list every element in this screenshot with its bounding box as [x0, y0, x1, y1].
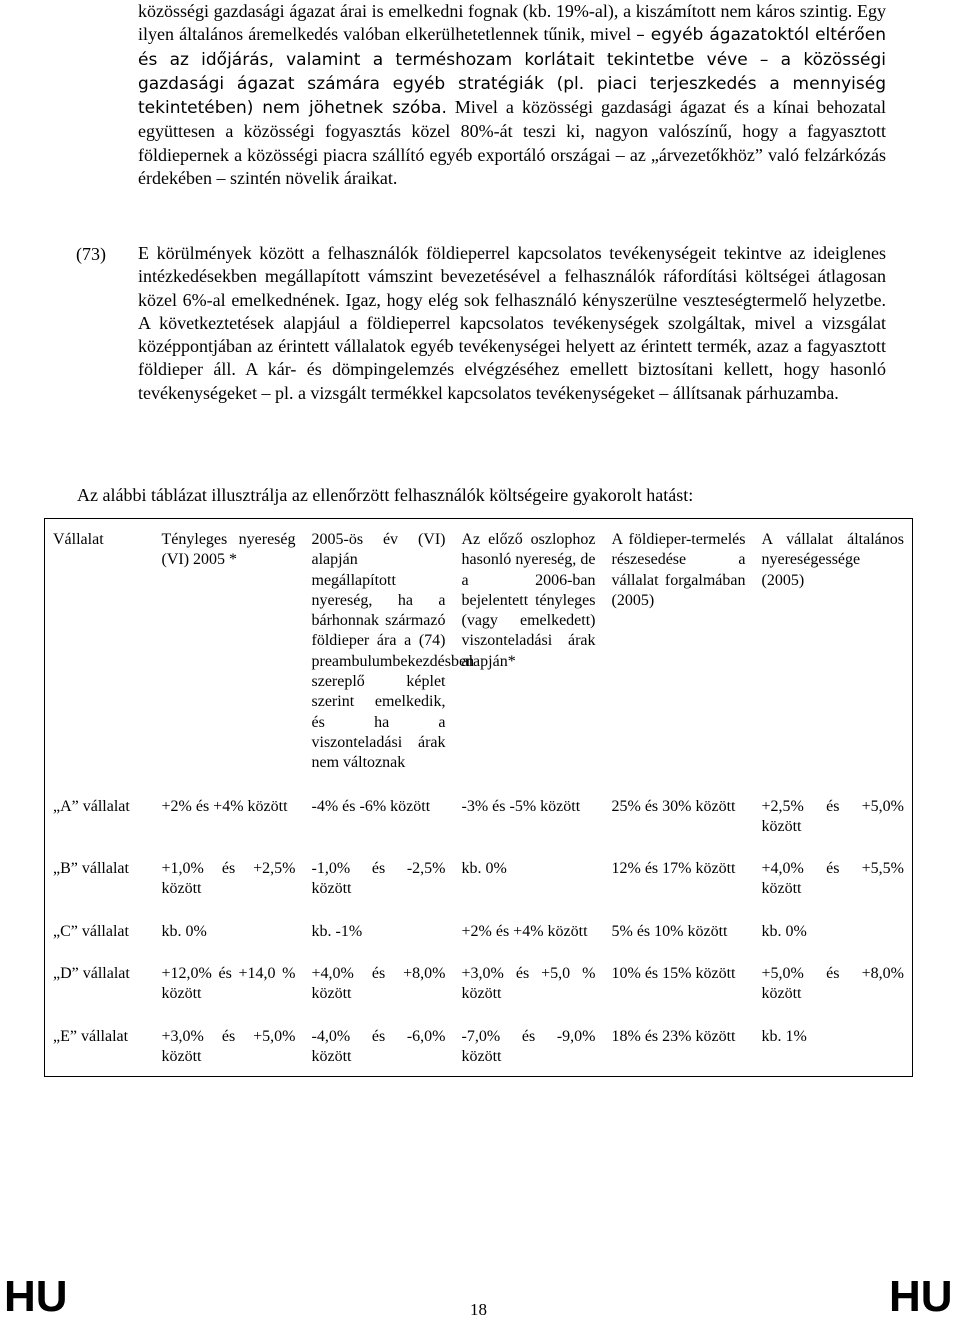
table-cell: 25% és 30% között	[611, 797, 736, 815]
table-cell: -1,0% és -2,5% között	[311, 860, 446, 898]
table-cell: -4,0% és -6,0% között	[311, 1027, 446, 1065]
table-cell: +2% és +4% között	[461, 922, 588, 940]
table-row	[45, 784, 913, 847]
header-actual-profit: Tényleges nyereség (VI) 2005 *	[161, 531, 296, 569]
paragraph-73: E körülmények között a felhasználók földieperrel kapcsolatos tevékenységeit tekintve az ideiglenes intézkedésekben megállapított vámszint bevezetésével a felhasználók ráfordítási költségei átlagosan közel 6%-al emelkednének. Igaz, hogy elég sok felhasználó kényszerülne veszteségtermelő helyzetbe. A következtetések alapjául a földieperrel kapcsolatos tevékenységek szolgáltak, mivel a vizsgálat középpontjában az érintett vállalatok egyéb tevékenységei helyett az érintett termék, azaz a fagyasztott földieper áll. A kár- és dömpingelemzés elvégzéséhez emellett biztosítani kellett, hogy hasonló tevékenységeket – pl. a vizsgált termékkel kapcsolatos tevékenységeket – állítsanak párhuzamba.	[138, 243, 886, 403]
table-cell: 10% és 15% között	[611, 965, 736, 983]
footer-language-left: HU	[4, 1272, 68, 1321]
table-cell: „C” vállalat	[53, 922, 129, 940]
header-overall-profitability: A vállalat általános nyereségessége (2005)	[761, 531, 904, 589]
table-cell: kb. 0%	[761, 922, 807, 940]
table-cell: kb. -1%	[311, 922, 363, 940]
table-cell: 18% és 23% között	[611, 1027, 736, 1045]
table-cell: +2,5% és +5,0% között	[761, 797, 904, 835]
cost-impact-table	[44, 518, 913, 1077]
paragraph-text-sans: – egyéb ágazatoktól eltérően és az időjárás, valamint a terméshozam korlátait tekintetbe véve – a közösségi gazdasági ágazat számára egyéb stratégiák (pl. piaci terjeszkedés a mennyiség tekintetében) nem jöhetnek szóba.	[138, 25, 887, 119]
table-intro: Az alábbi táblázat illusztrálja az ellenőrzött felhasználók költségeire gyakorolt hatást:	[77, 485, 694, 505]
table-header-row	[45, 519, 913, 784]
table-row	[45, 846, 913, 909]
table-cell: +3,0% és +5,0 % között	[461, 965, 596, 1003]
table-cell: +12,0% és +14,0 % között	[161, 965, 296, 1003]
page-number: 18	[470, 1300, 487, 1319]
table-cell: -7,0% és -9,0% között	[461, 1027, 596, 1065]
table-cell: +4,0% és +5,5% között	[761, 860, 904, 898]
table-cell: +5,0% és +8,0% között	[761, 965, 904, 1003]
header-estimated-profit: 2005-ös év (VI) alapján megállapított nyereség, ha a bárhonnak származó földieper ára a (74) preambulumbekezdésben szereplő képlet szerint emelkedik, és ha a viszonteladási árak nem változnak	[311, 531, 475, 772]
table-row	[45, 909, 913, 951]
table-cell: „B” vállalat	[53, 860, 129, 878]
table-cell: 5% és 10% között	[611, 922, 728, 940]
paragraph-72-continuation	[138, 0, 886, 190]
paragraph-number-73: (73)	[76, 244, 106, 264]
table-cell: kb. 0%	[461, 860, 507, 878]
table-row	[45, 1014, 913, 1077]
table-cell: „A” vállalat	[53, 797, 130, 815]
header-company: Vállalat	[53, 531, 104, 548]
paragraph-text-serif-a: közösségi gazdasági ágazat árai is emelkedni fognak (kb. 19%-al), a kiszámított nem káros szintig. Egy ilyen általános áremelkedés valóban elkerülhetetlennek tűnik, mivel	[138, 1, 886, 45]
table-cell: kb. 0%	[161, 922, 207, 940]
table-row	[45, 951, 913, 1014]
header-strawberry-share: A földieper-termelés részesedése a vállalat forgalmában (2005)	[611, 531, 746, 609]
table-cell: „E” vállalat	[53, 1027, 129, 1045]
footer-language-right: HU	[889, 1272, 953, 1321]
table-cell: +4,0% és +8,0% között	[311, 965, 446, 1003]
table-cell: 12% és 17% között	[611, 860, 736, 878]
header-profit-2006-prices: Az előző oszlophoz hasonló nyereség, de a 2006-ban bejelentett tényleges (vagy emelkedett) viszonteladási árak alapján*	[461, 531, 596, 670]
table-cell: +1,0% és +2,5% között	[161, 860, 296, 898]
table-cell: „D” vállalat	[53, 965, 130, 983]
table-cell: -4% és -6% között	[311, 797, 431, 815]
table-cell: kb. 1%	[761, 1027, 807, 1045]
paragraph-text-serif-b: Mivel a közösségi gazdasági ágazat és a kínai behozatal együttesen a közösségi fogyasztás közel 80%-át teszi ki, nagyon valószínű, hogy a fagyasztott földiepernek a közösségi piacra szállító egyéb exportáló országai – az „árvezetőkhöz” való felzárkózás érdekében – szintén növelik áraikat.	[138, 97, 886, 189]
table-cell: +2% és +4% között	[161, 797, 288, 815]
table-cell: -3% és -5% között	[461, 797, 581, 815]
table-cell: +3,0% és +5,0% között	[161, 1027, 296, 1065]
